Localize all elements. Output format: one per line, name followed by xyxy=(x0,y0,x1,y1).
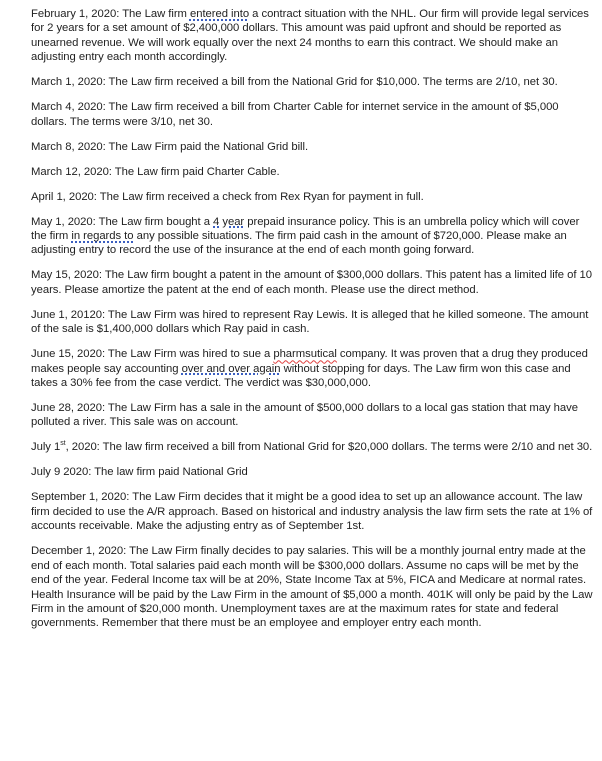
transaction-paragraph xyxy=(31,401,594,430)
paragraph-text: May 15, 2020: The Law firm bought a patent in the amount of $300,000 dollars. This patent has a limited life of 10 years. Please amortize the patent at the end of each month. Please use the direct method. xyxy=(31,269,592,296)
paragraph-text: March 4, 2020: The Law firm received a bill from Charter Cable for internet service in the amount of $5,000 dollars. The terms were 3/10, net 30. xyxy=(31,101,559,128)
paragraph-text: March 1, 2020: The Law firm received a bill from the National Grid for $10,000. The terms are 2/10, net 30. xyxy=(31,76,558,89)
paragraph-text: July 1 xyxy=(31,441,61,454)
transaction-paragraph xyxy=(31,268,594,297)
paragraph-text: June 15, 2020: The Law Firm was hired to sue a xyxy=(31,348,274,361)
transaction-paragraph xyxy=(31,140,594,154)
grammar-flagged-phrase: in regards to xyxy=(71,230,134,243)
transaction-paragraph xyxy=(31,347,594,390)
paragraph-text: without stopping for days. The Law firm won this case and takes a 30% fee from the case verdict. The verdict was $30,000,000. xyxy=(31,362,571,390)
paragraph-text: , 2020: The law firm received a bill from National Grid for $20,000 dollars. The terms were 2/10 and net 30. xyxy=(65,441,593,454)
transaction-paragraph xyxy=(31,215,594,258)
grammar-flagged-phrase: 4 year xyxy=(213,215,245,228)
transaction-paragraph xyxy=(31,308,594,337)
paragraph-text: June 28, 2020: The Law Firm has a sale in the amount of $500,000 dollars to a local gas station that may have polluted a river. This sale was on account. xyxy=(31,402,578,429)
transaction-paragraph xyxy=(31,544,594,630)
transaction-paragraph xyxy=(31,440,594,454)
transaction-paragraph xyxy=(31,190,594,204)
paragraph-text: company. It was proven that a drug they produced makes people say accounting xyxy=(31,348,588,375)
paragraph-text: March 12, 2020: The Law firm paid Charter Cable. xyxy=(31,165,280,178)
transaction-paragraph xyxy=(31,490,594,533)
paragraph-text: February 1, 2020: The Law firm xyxy=(31,8,190,20)
paragraph-text: May 1, 2020: The Law firm bought a xyxy=(31,215,214,228)
paragraph-text: July 9 2020: The law firm paid National Grid xyxy=(31,466,248,479)
transaction-paragraph xyxy=(31,165,594,179)
ordinal-suffix: st xyxy=(60,440,66,448)
grammar-flagged-phrase: over and over again xyxy=(181,362,281,375)
paragraph-text: any possible situations. The firm paid cash in the amount of $720,000. Please make an adjusting entry to record the use of the insurance at the end of each month going forward. xyxy=(31,230,567,257)
transaction-paragraph xyxy=(31,7,594,65)
transaction-paragraph xyxy=(31,100,594,129)
paragraph-text: September 1, 2020: The Law Firm decides that it might be a good idea to set up an allowance account. The law firm decided to use the A/R approach. Based on historical and industry analysis the law firm sets the rate at 1% of accounts receivable. Make the adjusting entry as of September 1st. xyxy=(31,491,593,533)
grammar-flagged-phrase: entered into xyxy=(189,8,250,20)
paragraph-text: March 8, 2020: The Law Firm paid the National Grid bill. xyxy=(31,140,309,153)
paragraph-text: a contract situation with the NHL. Our firm will provide legal services for 2 years for a set amount of $2,400,000 dollars. This amount was paid upfront and should be reported as unearned revenue. We will work equally over the next 24 months to earn this contract. We should make an adjusting entry each month accordingly. xyxy=(31,8,589,64)
paragraph-text: December 1, 2020: The Law Firm finally decides to pay salaries. This will be a monthly journal entry made at the end of each month. Total salaries paid each month will be $300,000 dollars. Assume no caps will be met by the end of the year. Federal Income tax will be at 20%, State Income Tax at 5%, FICA and Medicare at normal rates. Health Insurance will be paid by the Law Firm in the amount of $5,000 a month. 401K will only be paid by the Law Firm in the amount of $20,000 month. Unemployment taxes are at the maximum rates for state and federal governments. Remember that there must be an employee and employer entry each month. xyxy=(31,545,593,630)
transaction-paragraph xyxy=(31,75,594,89)
paragraph-text: prepaid insurance policy. This is an umbrella policy which will cover the firm xyxy=(31,215,580,243)
paragraph-text: June 1, 20120: The Law Firm was hired to represent Ray Lewis. It is alleged that he killed someone. The amount of the sale is $1,400,000 dollars which Ray paid in cash. xyxy=(31,308,589,336)
paragraph-text: April 1, 2020: The Law firm received a check from Rex Ryan for payment in full. xyxy=(31,190,424,203)
transaction-paragraph xyxy=(31,465,594,479)
spelling-flagged-word: pharmsutical xyxy=(273,348,337,361)
